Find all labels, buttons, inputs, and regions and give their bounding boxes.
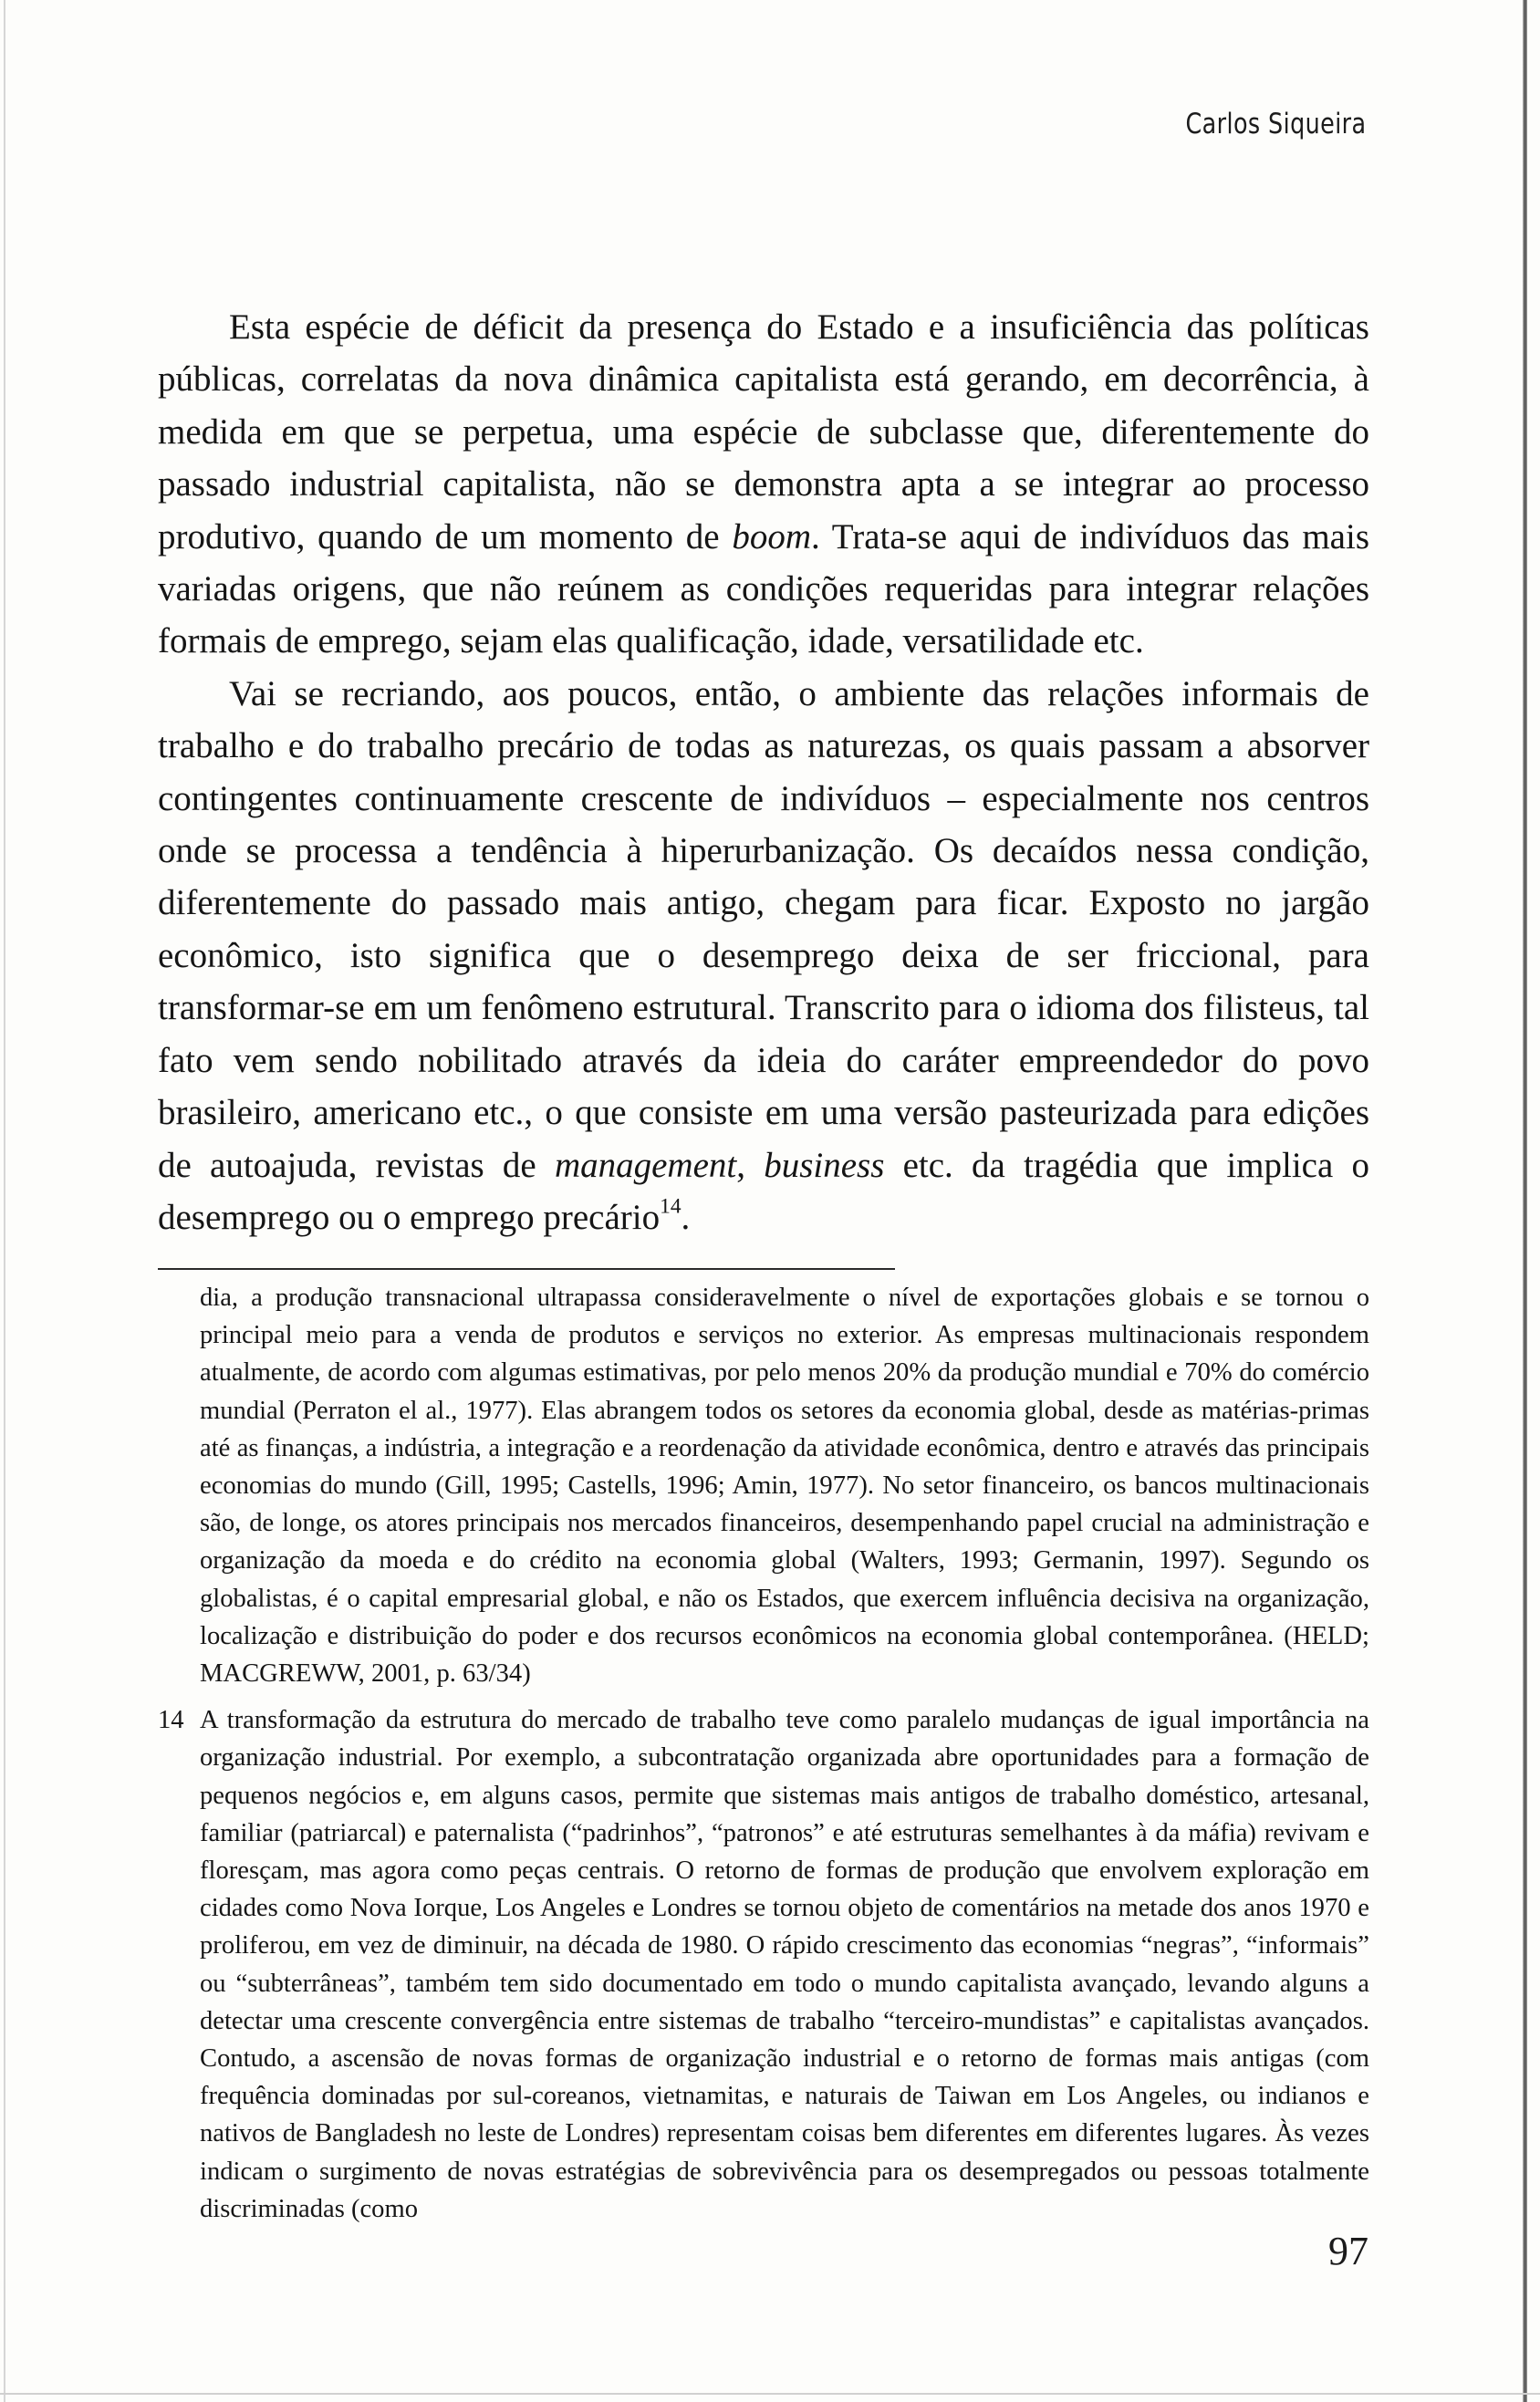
paragraph-2-text-end: . (681, 1197, 691, 1237)
footnote-14-number: 14 (158, 1706, 184, 1735)
paragraph-2-emphasis-business: business (764, 1145, 885, 1185)
main-text (158, 301, 1369, 1243)
paragraph-2-separator: , (736, 1145, 765, 1185)
footnote-14 (158, 1701, 1369, 2228)
page-number: 97 (1328, 2229, 1368, 2273)
scan-edge-right (1523, 0, 1527, 2402)
running-header-author: Carlos Siqueira (1185, 108, 1367, 140)
paragraph-2-text-b: etc. da tragédia que implica o desemprego ou o emprego precário (158, 1145, 1370, 1237)
paragraph-1-text-a: Esta espécie de déficit da presença do Estado e a insuficiência das políticas públicas, correlatas da nova dinâmica capitalista está gerando, em decorrência, à medida em que se perpetua, uma espécie de subclasse que, diferentemente do passado industrial capitalista, não se demonstra apta a se integrar ao processo produtivo, quando de um momento de (158, 307, 1369, 556)
footnote-separator-rule (158, 1268, 895, 1270)
scan-edge-bottom (0, 2393, 1540, 2395)
scan-edge-left (4, 0, 5, 2402)
footnote-continued (158, 1279, 1369, 1692)
paragraph-2 (158, 668, 1369, 1243)
footnote-continued-text: dia, a produção transnacional ultrapassa consideravelmente o nível de exportações globais e se tornou o principal meio para a venda de produtos e serviços no exterior. As empresas multinacionais respondem atualmente, de acordo com algumas estimativas, por pelo menos 20% da produção mundial e 70% do comércio mundial (Perraton el al., 1977). Elas abrangem todos os setores da economia global, desde as matérias-primas até as finanças, a indústria, a integração e a reordenação da atividade econômica, dentro e através das principais economias do mundo (Gill, 1995; Castells, 1996; Amin, 1977). No setor financeiro, os bancos multinacionais são, de longe, os atores principais nos mercados financeiros, desempenhando papel crucial na administração e organização da moeda e do crédito na economia global (Walters, 1993; Germanin, 1997). Segundo os globalistas, é o capital empresarial global, e não os Estados, que exercem influência decisiva na organização, localização e distribuição do poder e dos recursos econômicos na economia global contemporânea. (HELD; MACGREWW, 2001, p. 63/34) (200, 1284, 1369, 1689)
footnotes-section (158, 1279, 1369, 2228)
paragraph-2-emphasis-management: management (554, 1145, 737, 1185)
paragraph-2-text-a: Vai se recriando, aos poucos, então, o ambiente das relações informais de trabalho e do trabalho precário de todas as naturezas, os quais passam a absorver contingentes continuamente crescente de indivíduos – especialmente nos centros onde se processa a tendência à hiperurbanização. Os decaídos nessa condição, diferentemente do passado mais antigo, chegam para ficar. Exposto no jargão econômico, isto significa que o desemprego deixa de ser friccional, para transformar-se em um fenômeno estrutural. Transcrito para o idioma dos filisteus, tal fato vem sendo nobilitado através da ideia do caráter empreendedor do povo brasileiro, americano etc., o que consiste em uma versão pasteurizada para edições de autoajuda, revistas de (158, 673, 1369, 1185)
footnote-14-text: A transformação da estrutura do mercado de trabalho teve como paralelo mudanças de igual importância na organização industrial. Por exemplo, a subcontratação organizada abre oportunidades para a formação de pequenos negócios e, em alguns casos, permite que sistemas mais antigos de trabalho doméstico, artesanal, familiar (patriarcal) e paternalista (“padrinhos”, “patronos” e até estruturas semelhantes à da máfia) revivam e floresçam, mas agora como peças centrais. O retorno de formas de produção que envolvem exploração em cidades como Nova Iorque, Los Angeles e Londres se tornou objeto de comentários na metade dos anos 1970 e proliferou, em vez de diminuir, na década de 1980. O rápido crescimento das economias “negras”, “informais” ou “subterrâneas”, também tem sido documentado em todo o mundo capitalista avançado, levando alguns a detectar uma crescente convergência entre sistemas de trabalho “terceiro-mundistas” e capitalistas avançados. Contudo, a ascensão de novas formas de organização industrial e o retorno de formas mais antigas (com frequência dominadas por sul-coreanos, vietnamitas, e naturais de Taiwan em Los Angeles, ou indianos e nativos de Bangladesh no leste de Londres) representam coisas bem diferentes em diferentes lugares. Às vezes indicam o surgimento de novas estratégias de sobrevivência para os desempregados ou pessoas totalmente discriminadas (como (200, 1706, 1369, 2223)
paragraph-1 (158, 301, 1369, 668)
paragraph-1-emphasis-boom: boom (732, 516, 811, 556)
paragraph-1-text-b: . Trata-se aqui de indivíduos das mais variadas origens, que não reúnem as condições requeridas para integrar relações formais de emprego, sejam elas qualificação, idade, versatilidade etc. (158, 516, 1369, 661)
footnote-reference-14[interactable]: 14 (660, 1194, 682, 1219)
